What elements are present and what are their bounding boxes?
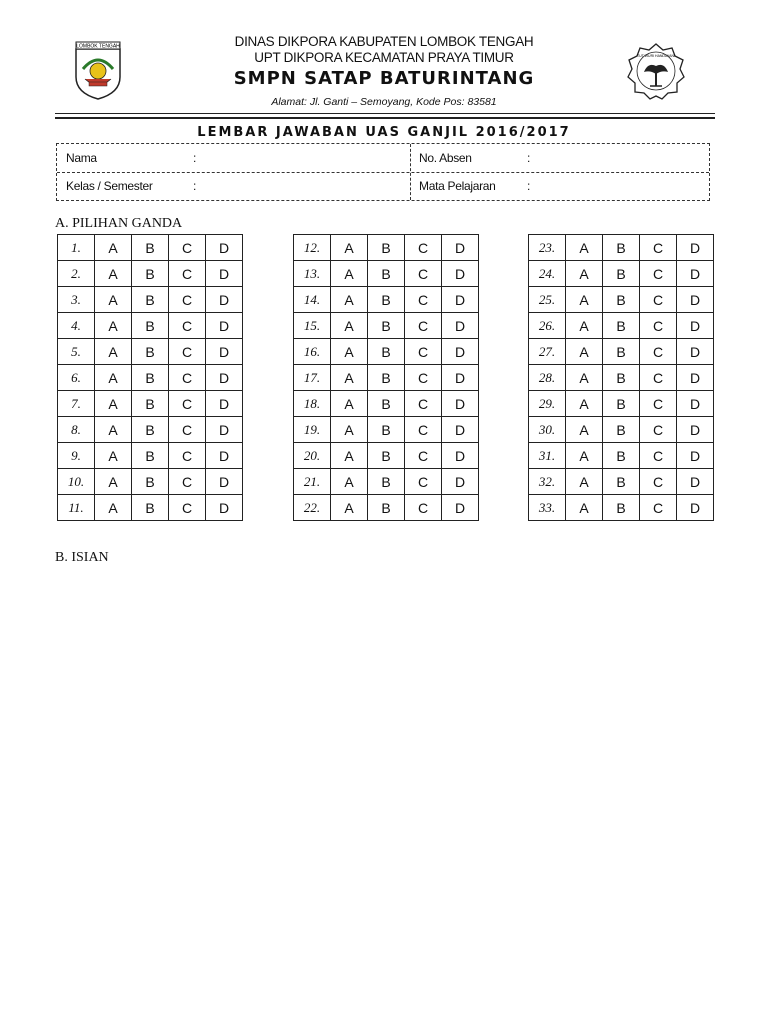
answer-table-1 <box>57 234 243 521</box>
answer-row <box>58 495 243 521</box>
question-number: 28. <box>529 365 566 391</box>
option-b[interactable]: B <box>603 417 640 443</box>
option-c[interactable]: C <box>405 469 442 495</box>
answer-row <box>294 339 479 365</box>
question-number: 7. <box>58 391 95 417</box>
header-upt: UPT DIKPORA KECAMATAN PRAYA TIMUR <box>254 50 514 65</box>
question-number: 2. <box>58 261 95 287</box>
option-d[interactable]: D <box>677 313 714 339</box>
school-address: Alamat: Jl. Ganti – Semoyang, Kode Pos: 83581 <box>271 96 497 108</box>
option-a[interactable]: A <box>566 391 603 417</box>
question-number: 33. <box>529 495 566 521</box>
option-a[interactable]: A <box>566 339 603 365</box>
option-b[interactable]: B <box>368 443 405 469</box>
nama-field[interactable] <box>203 149 403 167</box>
option-b[interactable]: B <box>368 417 405 443</box>
answer-row <box>294 443 479 469</box>
option-b[interactable]: B <box>368 235 405 261</box>
option-a[interactable]: A <box>95 391 132 417</box>
option-b[interactable]: B <box>368 391 405 417</box>
option-b[interactable]: B <box>603 495 640 521</box>
question-number: 20. <box>294 443 331 469</box>
option-c[interactable]: C <box>640 365 677 391</box>
option-d[interactable]: D <box>442 495 479 521</box>
mapel-field[interactable] <box>537 177 702 195</box>
question-number: 23. <box>529 235 566 261</box>
option-a[interactable]: A <box>331 443 368 469</box>
option-d[interactable]: D <box>206 235 243 261</box>
option-b[interactable]: B <box>132 339 169 365</box>
option-a[interactable]: A <box>566 235 603 261</box>
question-number: 6. <box>58 365 95 391</box>
question-number: 22. <box>294 495 331 521</box>
option-a[interactable]: A <box>566 365 603 391</box>
option-b[interactable]: B <box>132 391 169 417</box>
option-d[interactable]: D <box>206 391 243 417</box>
header-rule-thick <box>55 117 715 119</box>
question-number: 10. <box>58 469 95 495</box>
option-c[interactable]: C <box>640 391 677 417</box>
option-a[interactable]: A <box>331 339 368 365</box>
option-a[interactable]: A <box>331 287 368 313</box>
option-b[interactable]: B <box>132 261 169 287</box>
answer-row <box>529 365 714 391</box>
option-d[interactable]: D <box>677 261 714 287</box>
option-c[interactable]: C <box>405 365 442 391</box>
answer-row <box>58 287 243 313</box>
option-b[interactable]: B <box>132 417 169 443</box>
answer-row <box>529 235 714 261</box>
question-number: 14. <box>294 287 331 313</box>
option-b[interactable]: B <box>132 287 169 313</box>
option-b[interactable]: B <box>368 313 405 339</box>
option-c[interactable]: C <box>169 235 206 261</box>
question-number: 9. <box>58 443 95 469</box>
option-a[interactable]: A <box>566 469 603 495</box>
option-b[interactable]: B <box>132 495 169 521</box>
option-b[interactable]: B <box>603 313 640 339</box>
answer-row <box>58 443 243 469</box>
option-b[interactable]: B <box>603 287 640 313</box>
question-number: 18. <box>294 391 331 417</box>
option-d[interactable]: D <box>206 339 243 365</box>
answer-table-3 <box>528 234 714 521</box>
option-a[interactable]: A <box>95 287 132 313</box>
option-c[interactable]: C <box>640 469 677 495</box>
nama-label: Nama <box>66 151 97 165</box>
question-number: 3. <box>58 287 95 313</box>
option-c[interactable]: C <box>640 261 677 287</box>
option-a[interactable]: A <box>331 391 368 417</box>
question-number: 24. <box>529 261 566 287</box>
option-c[interactable]: C <box>169 443 206 469</box>
question-number: 1. <box>58 235 95 261</box>
svg-text:TUT WURI HANDAYANI: TUT WURI HANDAYANI <box>637 54 675 58</box>
sheet-title: LEMBAR JAWABAN UAS GANJIL 2016/2017 <box>197 125 571 140</box>
answer-row <box>529 495 714 521</box>
option-d[interactable]: D <box>677 235 714 261</box>
option-c[interactable]: C <box>640 339 677 365</box>
option-d[interactable]: D <box>677 339 714 365</box>
answer-row <box>58 417 243 443</box>
option-a[interactable]: A <box>95 443 132 469</box>
answer-row <box>294 469 479 495</box>
option-c[interactable]: C <box>640 313 677 339</box>
answer-row <box>58 235 243 261</box>
option-c[interactable]: C <box>405 339 442 365</box>
option-d[interactable]: D <box>677 365 714 391</box>
question-number: 19. <box>294 417 331 443</box>
option-c[interactable]: C <box>405 495 442 521</box>
option-d[interactable]: D <box>442 391 479 417</box>
answer-row <box>58 365 243 391</box>
question-number: 5. <box>58 339 95 365</box>
answer-row <box>294 261 479 287</box>
kelas-field[interactable] <box>203 177 403 195</box>
option-b[interactable]: B <box>603 443 640 469</box>
answer-row <box>529 313 714 339</box>
answer-row <box>529 443 714 469</box>
answer-row <box>294 287 479 313</box>
option-a[interactable]: A <box>566 287 603 313</box>
option-c[interactable]: C <box>169 469 206 495</box>
option-c[interactable]: C <box>169 417 206 443</box>
answer-table-2 <box>293 234 479 521</box>
option-a[interactable]: A <box>331 417 368 443</box>
answer-row <box>58 313 243 339</box>
option-a[interactable]: A <box>95 235 132 261</box>
option-a[interactable]: A <box>331 495 368 521</box>
header-rule-thin <box>55 113 715 114</box>
option-b[interactable]: B <box>368 469 405 495</box>
identity-divider-horizontal <box>57 172 709 173</box>
question-number: 12. <box>294 235 331 261</box>
school-name: SMPN SATAP BATURINTANG <box>233 68 535 89</box>
option-b[interactable]: B <box>368 495 405 521</box>
question-number: 15. <box>294 313 331 339</box>
option-d[interactable]: D <box>442 469 479 495</box>
section-b-title: B. ISIAN <box>55 550 109 565</box>
option-a[interactable]: A <box>566 443 603 469</box>
question-number: 32. <box>529 469 566 495</box>
answer-row <box>58 391 243 417</box>
kelas-label: Kelas / Semester <box>66 179 153 193</box>
option-d[interactable]: D <box>442 417 479 443</box>
option-b[interactable]: B <box>368 287 405 313</box>
option-b[interactable]: B <box>603 235 640 261</box>
option-d[interactable]: D <box>206 313 243 339</box>
option-b[interactable]: B <box>132 469 169 495</box>
option-c[interactable]: C <box>169 339 206 365</box>
option-a[interactable]: A <box>566 261 603 287</box>
option-a[interactable]: A <box>331 313 368 339</box>
option-d[interactable]: D <box>206 287 243 313</box>
option-c[interactable]: C <box>640 235 677 261</box>
option-a[interactable]: A <box>331 261 368 287</box>
option-c[interactable]: C <box>405 235 442 261</box>
option-d[interactable]: D <box>677 443 714 469</box>
answer-row <box>294 235 479 261</box>
question-number: 27. <box>529 339 566 365</box>
option-a[interactable]: A <box>95 313 132 339</box>
option-a[interactable]: A <box>566 417 603 443</box>
option-d[interactable]: D <box>206 365 243 391</box>
nama-colon: : <box>193 151 197 165</box>
option-c[interactable]: C <box>169 391 206 417</box>
option-c[interactable]: C <box>405 261 442 287</box>
question-number: 29. <box>529 391 566 417</box>
option-b[interactable]: B <box>603 339 640 365</box>
option-d[interactable]: D <box>677 417 714 443</box>
option-c[interactable]: C <box>169 313 206 339</box>
option-a[interactable]: A <box>566 313 603 339</box>
answer-row <box>529 261 714 287</box>
section-a-title: A. PILIHAN GANDA <box>55 216 183 231</box>
answer-row <box>529 417 714 443</box>
absen-field[interactable] <box>537 149 702 167</box>
option-c[interactable]: C <box>169 365 206 391</box>
option-b[interactable]: B <box>368 365 405 391</box>
option-b[interactable]: B <box>603 391 640 417</box>
option-d[interactable]: D <box>442 339 479 365</box>
option-c[interactable]: C <box>405 417 442 443</box>
absen-label: No. Absen <box>419 151 472 165</box>
option-b[interactable]: B <box>603 469 640 495</box>
answer-row <box>58 261 243 287</box>
question-number: 30. <box>529 417 566 443</box>
answer-row <box>294 391 479 417</box>
option-a[interactable]: A <box>331 469 368 495</box>
answer-row <box>58 469 243 495</box>
option-d[interactable]: D <box>206 417 243 443</box>
option-c[interactable]: C <box>640 495 677 521</box>
option-b[interactable]: B <box>368 261 405 287</box>
answer-row <box>294 365 479 391</box>
answer-row <box>529 339 714 365</box>
answer-row <box>529 469 714 495</box>
option-d[interactable]: D <box>677 469 714 495</box>
mapel-label: Mata Pelajaran <box>419 179 496 193</box>
answer-row <box>529 287 714 313</box>
question-number: 11. <box>58 495 95 521</box>
option-d[interactable]: D <box>442 443 479 469</box>
option-b[interactable]: B <box>132 443 169 469</box>
option-b[interactable]: B <box>132 313 169 339</box>
option-d[interactable]: D <box>677 287 714 313</box>
option-d[interactable]: D <box>206 443 243 469</box>
option-a[interactable]: A <box>95 417 132 443</box>
option-b[interactable]: B <box>368 339 405 365</box>
answer-row <box>294 417 479 443</box>
kelas-colon: : <box>193 179 197 193</box>
question-number: 25. <box>529 287 566 313</box>
option-b[interactable]: B <box>603 365 640 391</box>
option-a[interactable]: A <box>95 339 132 365</box>
option-d[interactable]: D <box>206 495 243 521</box>
option-a[interactable]: A <box>331 365 368 391</box>
option-d[interactable]: D <box>442 365 479 391</box>
option-c[interactable]: C <box>640 287 677 313</box>
option-a[interactable]: A <box>566 495 603 521</box>
question-number: 13. <box>294 261 331 287</box>
question-number: 31. <box>529 443 566 469</box>
question-number: 21. <box>294 469 331 495</box>
question-number: 16. <box>294 339 331 365</box>
option-d[interactable]: D <box>677 391 714 417</box>
absen-colon: : <box>527 151 531 165</box>
question-number: 26. <box>529 313 566 339</box>
option-c[interactable]: C <box>405 443 442 469</box>
answer-row <box>58 339 243 365</box>
mapel-colon: : <box>527 179 531 193</box>
option-a[interactable]: A <box>95 365 132 391</box>
option-a[interactable]: A <box>95 261 132 287</box>
option-d[interactable]: D <box>442 261 479 287</box>
option-c[interactable]: C <box>169 287 206 313</box>
header-agency: DINAS DIKPORA KABUPATEN LOMBOK TENGAH <box>234 34 534 49</box>
option-d[interactable]: D <box>442 313 479 339</box>
answer-row <box>294 495 479 521</box>
option-d[interactable]: D <box>206 261 243 287</box>
option-c[interactable]: C <box>405 313 442 339</box>
question-number: 8. <box>58 417 95 443</box>
option-d[interactable]: D <box>677 495 714 521</box>
svg-text:LOMBOK TENGAH: LOMBOK TENGAH <box>76 43 120 50</box>
option-c[interactable]: C <box>640 417 677 443</box>
option-b[interactable]: B <box>603 261 640 287</box>
option-d[interactable]: D <box>442 287 479 313</box>
option-a[interactable]: A <box>331 235 368 261</box>
option-d[interactable]: D <box>442 235 479 261</box>
option-c[interactable]: C <box>405 287 442 313</box>
answer-row <box>529 391 714 417</box>
option-a[interactable]: A <box>95 495 132 521</box>
option-c[interactable]: C <box>640 443 677 469</box>
option-c[interactable]: C <box>169 261 206 287</box>
question-number: 17. <box>294 365 331 391</box>
option-a[interactable]: A <box>95 469 132 495</box>
option-b[interactable]: B <box>132 365 169 391</box>
option-d[interactable]: D <box>206 469 243 495</box>
answer-row <box>294 313 479 339</box>
option-c[interactable]: C <box>405 391 442 417</box>
question-number: 4. <box>58 313 95 339</box>
option-c[interactable]: C <box>169 495 206 521</box>
option-b[interactable]: B <box>132 235 169 261</box>
